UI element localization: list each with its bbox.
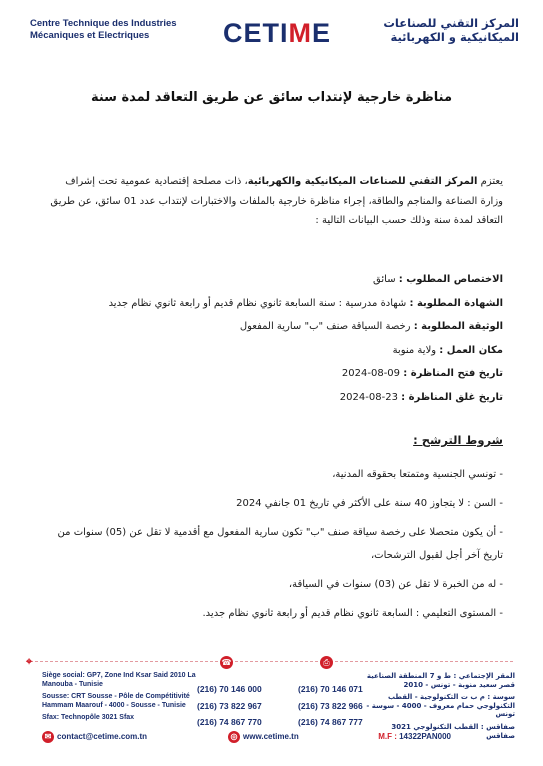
field-value: سائق — [373, 274, 399, 285]
phone-number: (216) 74 867 770 — [197, 717, 262, 727]
footer-website[interactable] — [228, 731, 299, 743]
field-label: تاريخ غلق المناظرة : — [401, 391, 503, 403]
phone-number: (216) 73 822 967 — [197, 700, 262, 711]
field-open-date — [43, 362, 503, 386]
phone-numbers — [197, 681, 262, 731]
footer-address-hq: Siège social: GP7, Zone Ind Ksar Said 2010 La Manouba - Tunisie — [42, 672, 196, 688]
footer-address-sfax: Sfax: Technopôle 3021 Sfax — [42, 714, 135, 722]
logo-part3: E — [312, 18, 332, 48]
footer-tax-id — [378, 732, 451, 741]
field-label: مكان العمل : — [439, 344, 503, 356]
email-text[interactable]: contact@cetime.com.tn — [57, 732, 148, 742]
header-fr-line2: Mécaniques et Electriques — [30, 30, 150, 41]
field-label: الوثيقة المطلوبة : — [413, 321, 503, 332]
field-close-date — [43, 386, 503, 410]
header-french-name — [30, 18, 180, 42]
field-label: الشهادة المطلوبة : — [409, 297, 503, 309]
conditions-list — [43, 463, 503, 631]
cetime-logo — [223, 18, 331, 49]
field-label: الاختصاص المطلوب : — [398, 274, 503, 285]
mf-value: 14322PAN000 — [399, 732, 451, 741]
phone-number: (216) 70 146 000 — [197, 684, 262, 694]
footer-ar-address-sousse: سوسة : م ب ت التكنولوجية - القطب التكنولوجي حمام معروف - 4000 - سوسة - تونس — [366, 693, 515, 719]
footer-ar-address-sfax: صفاقس : القطب التكنولوجي 3021 صفاقس — [391, 722, 515, 740]
job-details — [43, 268, 503, 409]
conditions-heading: شروط الترشح : — [413, 433, 503, 447]
intro-part1: يعتزم — [480, 176, 503, 187]
condition-item: - السن : لا يتجاوز 40 سنة على الأكثر في تاريخ 01 جانفي 2024 — [236, 498, 503, 509]
footer-addresses-fr — [26, 656, 198, 727]
field-label: تاريخ فتح المناظرة : — [403, 368, 503, 379]
document-title: مناظرة خارجية لإنتداب سائق عن طريق التعاقد لمدة سنة — [90, 90, 453, 105]
fax-numbers — [298, 681, 363, 731]
location-pin-icon: ⌖ — [26, 656, 33, 668]
condition-item: - أن يكون متحصلا على رخصة سياقة صنف "ب" تكون سارية المفعول مع أقدمية لا تقل عن (05) سنوات من تاريخ آخر أجل لقبول الترشحات، — [57, 527, 503, 561]
mail-icon: ✉ — [42, 731, 54, 743]
field-value: شهادة مدرسية : سنة السابعة ثانوي نظام قديم أو رابعة ثانوي نظام جديد — [108, 297, 410, 309]
field-value: 09-08-2024 — [341, 368, 404, 379]
header-ar-line1: المركز التقني للصناعات — [383, 16, 519, 30]
field-value: 23-08-2024 — [339, 391, 402, 403]
field-value: ولاية منوبة — [392, 344, 440, 356]
condition-item: - تونسي الجنسية ومتمتعا بحقوقه المدنية، — [332, 469, 503, 480]
footer-email[interactable] — [42, 731, 147, 743]
fax-number: (216) 70 146 071 — [298, 684, 363, 694]
footer-divider — [30, 661, 513, 662]
fax-number: (216) 73 822 966 — [298, 700, 363, 711]
condition-item: - له من الخبرة لا تقل عن (03) سنوات في السياقة، — [288, 579, 503, 590]
globe-icon: ◎ — [228, 731, 240, 743]
phone-icon: ☎ — [221, 658, 232, 667]
intro-org: المركز التقني للصناعات الميكانيكية والكهربائية — [247, 176, 478, 187]
footer-address-sousse: Sousse: CRT Sousse - Pôle de Compétitivité Hammam Maarouf - 4000 - Sousse - Tunisie — [42, 693, 190, 709]
header-fr-line1: Centre Technique des Industries — [30, 18, 177, 29]
fax-number: (216) 74 867 777 — [298, 717, 363, 727]
logo-part2: M — [288, 18, 313, 48]
header-arabic-name — [349, 16, 519, 44]
fax-icon: ⎙ — [320, 656, 333, 669]
footer-ar-address-hq: المقر الإجتماعي : ط و 7 المنطقة الصناعية قصر سعيد منوبة - تونس - 2010 — [366, 672, 515, 689]
intro-part2: ، ذات مصلحة إقتصادية عمومية تحت إشراف وزارة الصناعة والمناجم والطاقة، إجراء مناظرة خارجية بالملفات والاختبارات لإنتداب عدد 01 سائق، عن طريق التعاقد لمدة سنة وذلك حسب البيانات التالية : — [50, 176, 503, 226]
field-specialty — [43, 268, 503, 292]
field-document — [43, 315, 503, 339]
condition-item: - المستوى التعليمي : السابعة ثانوي نظام قديم أو رابعة ثانوي نظام جديد. — [202, 608, 503, 619]
logo-part1: CETI — [223, 18, 289, 48]
website-text[interactable]: www.cetime.tn — [243, 732, 299, 742]
field-value: رخصة السياقة صنف "ب" سارية المفعول — [239, 321, 414, 332]
header-ar-line2: الميكانيكية و الكهربائية — [390, 30, 519, 44]
field-diploma — [43, 292, 503, 316]
mf-label: M.F : — [378, 732, 397, 741]
intro-paragraph — [43, 172, 503, 231]
field-workplace — [43, 339, 503, 363]
